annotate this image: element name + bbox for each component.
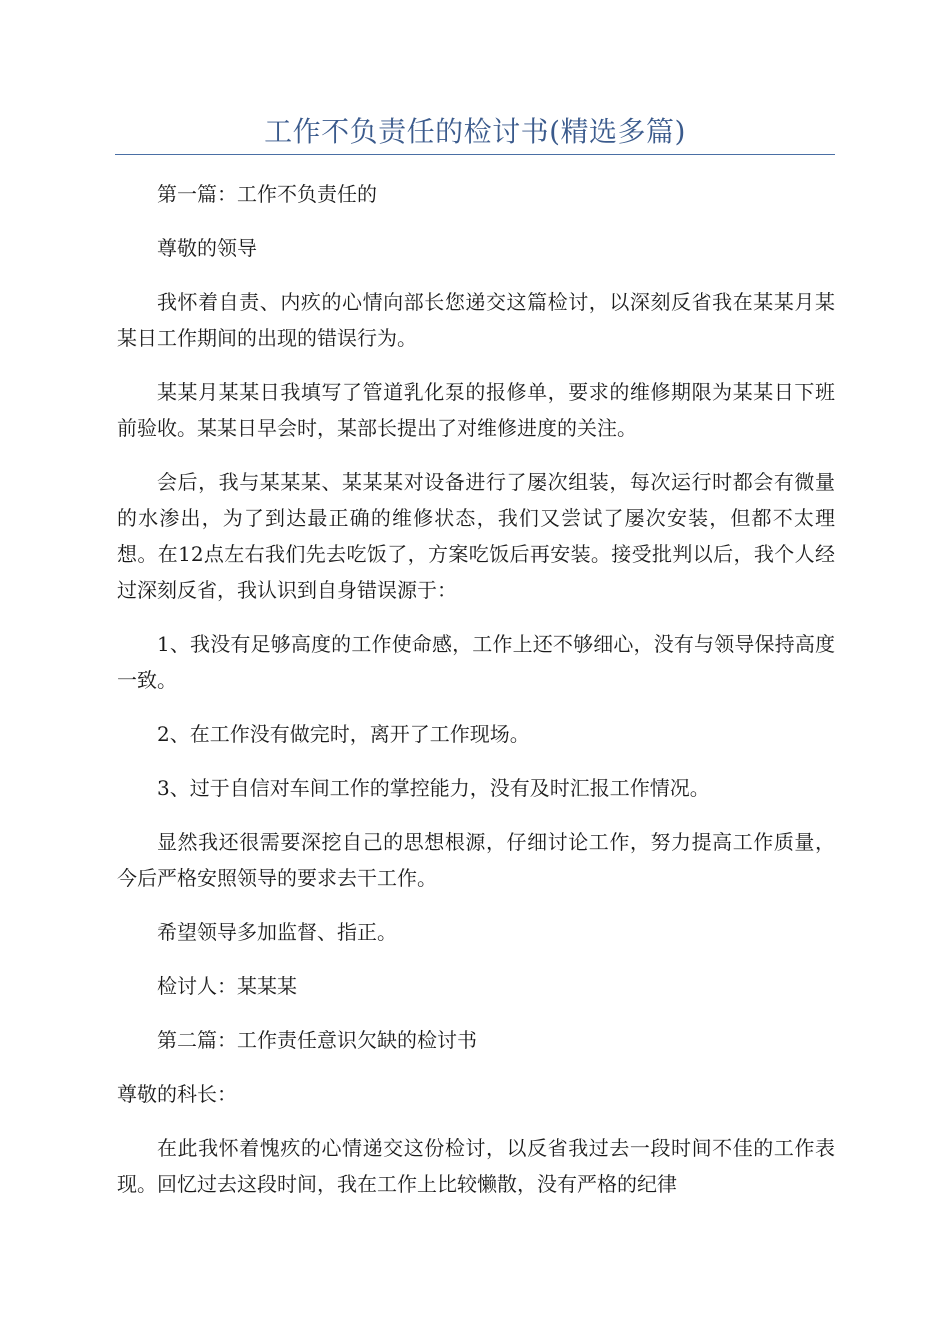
body-paragraph: 希望领导多加监督、指正。: [157, 920, 397, 944]
salutation: 尊敬的领导: [157, 236, 257, 260]
list-item: 3、过于自信对车间工作的掌控能力，没有及时汇报工作情况。: [157, 776, 710, 800]
body-paragraph: 某某月某某日我填写了管道乳化泵的报修单，要求的维修期限为某某日下班前验收。某某日早会时，某部长提出了对维修进度的关注。: [117, 380, 835, 440]
body-paragraph: 会后，我与某某某、某某某对设备进行了屡次组装，每次运行时都会有微量的水渗出，为了到达最正确的维修状态，我们又尝试了屡次安装，但都不太理想。在12点左右我们先去吃饭了，方案吃饭后再安装。接受批判以后，我个人经过深刻反省，我认识到自身错误源于：: [117, 470, 835, 602]
title-underline: [115, 154, 835, 155]
salutation: 尊敬的科长：: [117, 1082, 237, 1106]
body-paragraph: 显然我还很需要深挖自己的思想根源，仔细讨论工作，努力提高工作质量，今后严格安照领导的要求去干工作。: [117, 830, 835, 890]
document-title: 工作不负责任的检讨书(精选多篇): [264, 115, 686, 148]
list-item: 2、在工作没有做完时，离开了工作现场。: [157, 722, 530, 746]
document-body: [117, 176, 835, 1220]
list-item: 1、我没有足够高度的工作使命感，工作上还不够细心，没有与领导保持高度一致。: [117, 632, 835, 692]
body-paragraph: 在此我怀着愧疚的心情递交这份检讨，以反省我过去一段时间不佳的工作表现。回忆过去这段时间，我在工作上比较懒散，没有严格的纪律: [117, 1136, 835, 1196]
section-heading-1: 第一篇：工作不负责任的: [157, 182, 377, 206]
signature-line: 检讨人：某某某: [157, 974, 297, 998]
section-heading-2: 第二篇：工作责任意识欠缺的检讨书: [157, 1028, 477, 1052]
body-paragraph: 我怀着自责、内疚的心情向部长您递交这篇检讨，以深刻反省我在某某月某某日工作期间的出现的错误行为。: [117, 290, 835, 350]
